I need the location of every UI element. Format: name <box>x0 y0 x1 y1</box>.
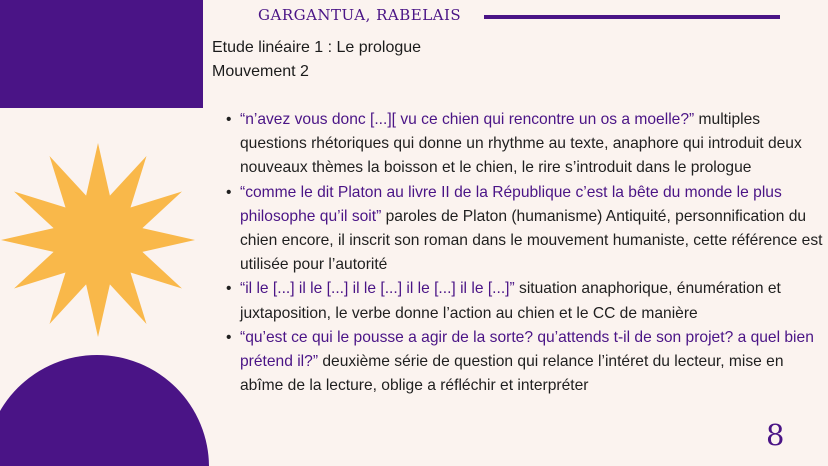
subtitle-line-2: Mouvement 2 <box>212 63 309 80</box>
bullet-icon: • <box>226 280 232 298</box>
slide-subtitle <box>212 36 421 84</box>
page-number: 8 <box>766 418 785 452</box>
bullet-icon: • <box>226 328 232 346</box>
quote-text: “n’avez vous donc [...][ vu ce chien qui rencontre un os a moelle?” <box>240 111 695 128</box>
bullet-icon: • <box>226 183 232 201</box>
commentary-text: paroles de Platon (humanisme) Antiquité, personnification du chien encore, il inscrit son roman dans le mouvement humaniste, cette référence est utilisée pour l’autorité <box>240 207 823 274</box>
quote-text: “comme le dit Platon au livre II de la République c’est la bête du monde le plus philosophe qu’il soit” <box>240 183 782 225</box>
purple-corner-block <box>0 0 203 108</box>
list-item <box>220 326 825 399</box>
quote-text: “il le [...] il le [...] il le [...] il le [...] il le [...]” <box>240 280 515 298</box>
commentary-text: deuxième série de question qui relance l’intéret du lecteur, mise en abîme de la lecture, oblige a réfléchir et interpréter <box>240 353 784 395</box>
commentary-text: situation anaphorique, énumération et juxtaposition, le verbe donne l’action au chien et le CC de manière <box>240 280 781 322</box>
purple-half-circle <box>0 355 209 466</box>
sun-icon <box>0 135 196 345</box>
subtitle-line-1: Etude linéaire 1 : Le prologue <box>212 39 422 56</box>
presentation-title: GARGANTUA, RABELAIS <box>258 6 462 24</box>
list-item <box>220 108 825 181</box>
list-item <box>220 277 825 325</box>
header-divider-line <box>484 15 780 19</box>
commentary-text: multiples questions rhétoriques qui donne un rhythme au texte, anaphore qui introduit deux nouveaux thèmes la boisson et le chien, le rire s’introduit dans le prologue <box>240 111 802 177</box>
analysis-bullet-list <box>220 108 825 398</box>
list-item <box>220 181 825 278</box>
bullet-icon: • <box>226 111 232 128</box>
quote-text: “qu’est ce qui le pousse a agir de la sorte? qu’attends t-il de son projet? a quel bien prétend il?” <box>240 328 814 371</box>
